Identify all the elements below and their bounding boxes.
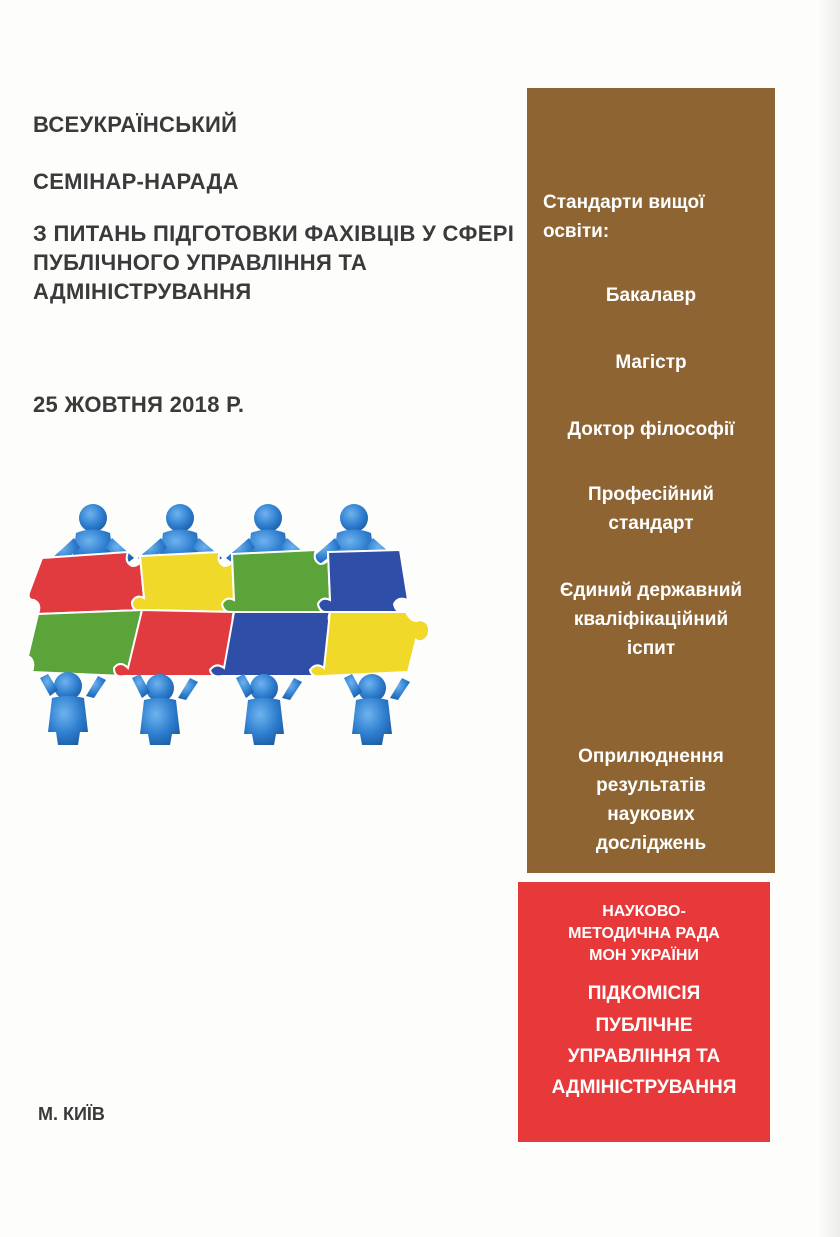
figure-icon — [236, 674, 302, 745]
standard-item-phd: Доктор філософії — [567, 419, 735, 440]
council-line-3: МОН УКРАЇНИ — [589, 947, 699, 964]
title-line-2: СЕМІНАР-НАРАДА — [33, 169, 239, 194]
puzzle-pieces — [28, 550, 429, 676]
puzzle-piece-blue — [318, 550, 408, 612]
city-label: М. КИЇВ — [38, 1104, 105, 1124]
standards-heading: Стандарти вищої освіти: — [543, 192, 705, 242]
bottom-figures — [40, 672, 410, 745]
title-line-3: З ПИТАНЬ ПІДГОТОВКИ ФАХІВЦІВ У СФЕРІ ПУБЛІЧНОГО УПРАВЛІННЯ ТА АДМІНІСТРУВАННЯ — [33, 221, 515, 304]
figure-icon — [344, 674, 410, 745]
puzzle-piece-yellow — [132, 552, 234, 612]
event-date: 25 ЖОВТНЯ 2018 Р. — [33, 392, 245, 417]
figure-icon — [132, 674, 198, 745]
subcommission-title: ПУБЛІЧНЕ УПРАВЛІННЯ ТА АДМІНІСТРУВАННЯ — [551, 1015, 737, 1098]
council-panel — [518, 882, 770, 1142]
standard-item-publication: Оприлюднення результатів наукових досліджень — [578, 746, 724, 854]
standards-panel — [527, 88, 775, 873]
council-line-2: МЕТОДИЧНА РАДА — [568, 925, 720, 942]
standard-item-professional: Професійний стандарт — [588, 484, 714, 534]
subcommission-label: ПІДКОМІСІЯ — [587, 983, 701, 1004]
page-fold-shadow — [818, 0, 840, 1237]
council-line-1: НАУКОВО- — [602, 903, 686, 920]
figure-icon — [40, 672, 106, 745]
standard-item-bachelor: Бакалавр — [605, 285, 697, 306]
puzzle-people-illustration — [28, 500, 438, 745]
title-line-1: ВСЕУКРАЇНСЬКИЙ — [33, 112, 238, 137]
standard-item-exam: Єдиний державний кваліфікаційний іспит — [559, 580, 743, 659]
standard-item-master: Магістр — [615, 352, 687, 373]
puzzle-piece-green — [222, 550, 330, 612]
puzzle-piece-red — [29, 552, 144, 614]
standards-list — [527, 88, 775, 873]
